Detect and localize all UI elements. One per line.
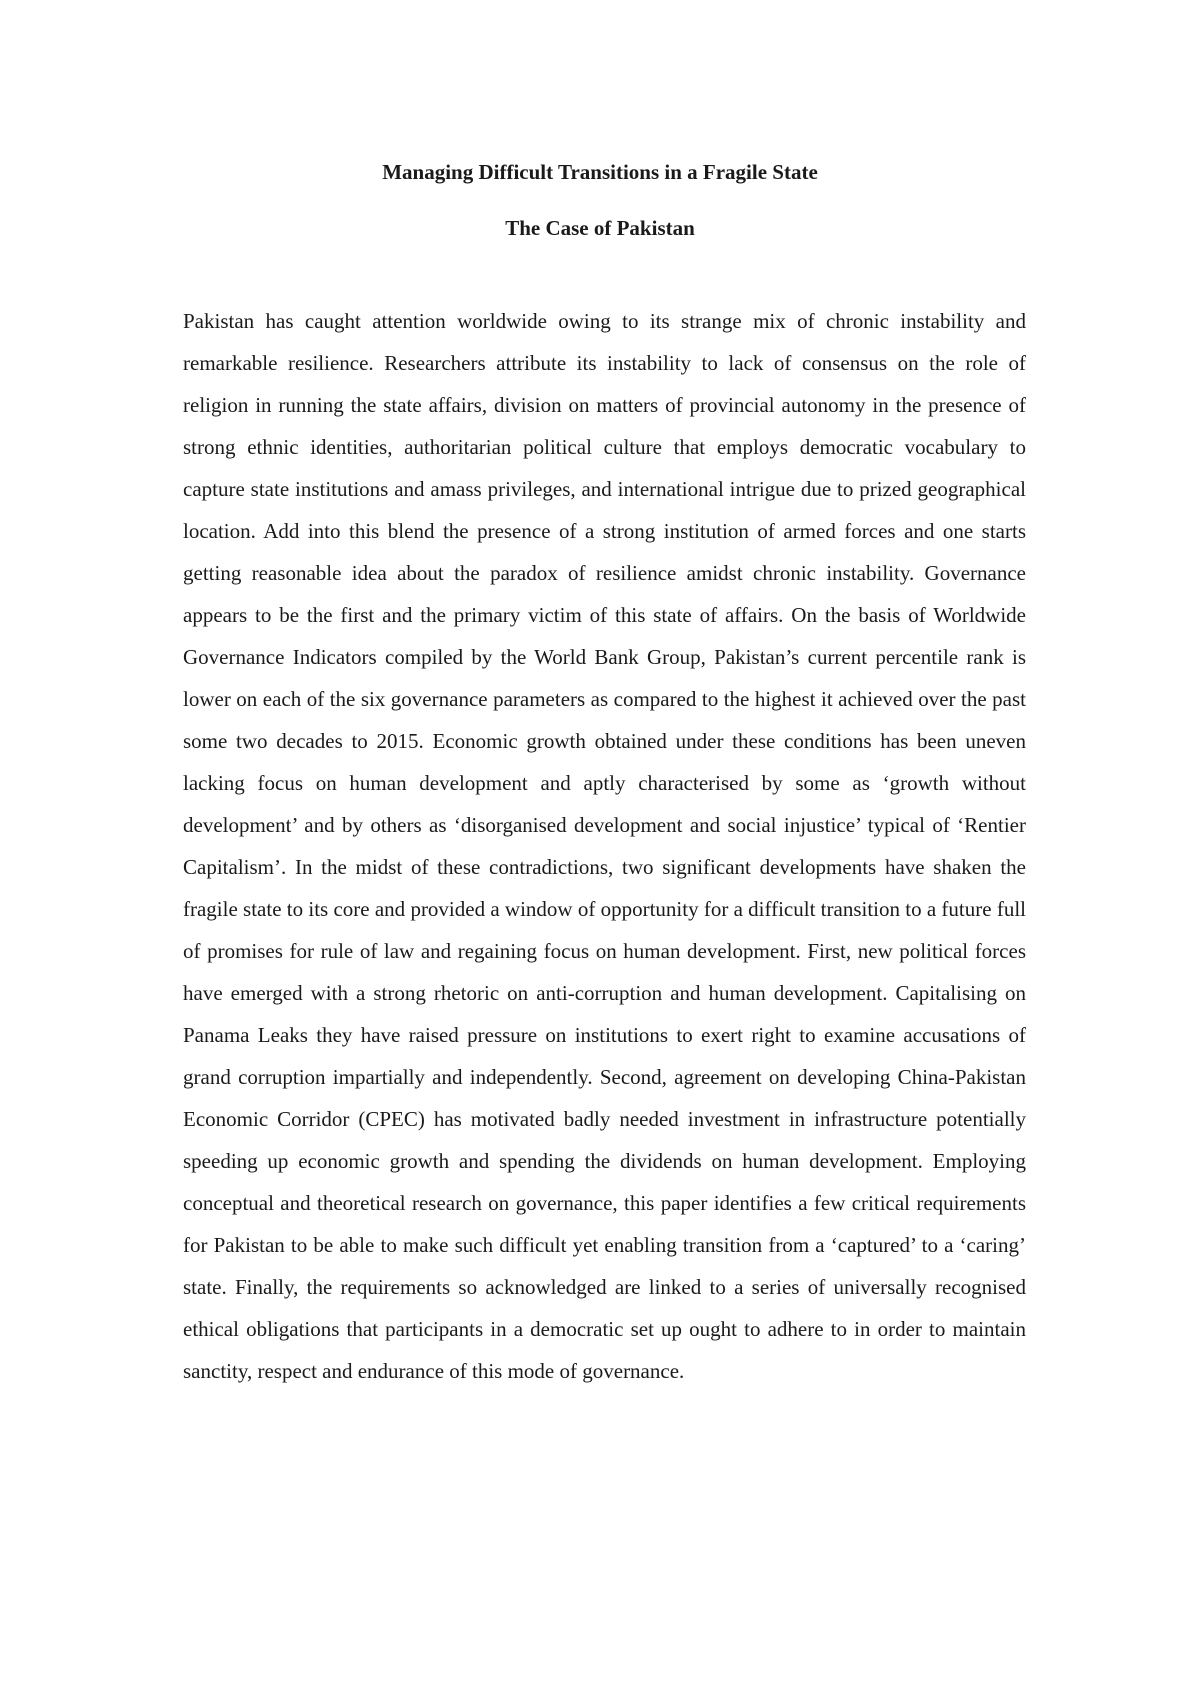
document-subtitle: The Case of Pakistan <box>505 216 695 240</box>
abstract-paragraph: Pakistan has caught attention worldwide owing to its strange mix of chronic instability and remarkable resilience. Researchers attribute its instability to lack of consensus on the role of religion in running the state affairs, division on matters of provincial autonomy in the presence of strong ethnic identities, authoritarian political culture that employs democratic vocabulary to capture state institutions and amass privileges, and international intrigue due to prized geographical location. Add into this blend the presence of a strong institution of armed forces and one starts getting reasonable idea about the paradox of resilience amidst chronic instability. Governance appears to be the first and the primary victim of this state of affairs. On the basis of Worldwide Governance Indicators compiled by the World Bank Group, Pakistan’s current percentile rank is lower on each of the six governance parameters as compared to the highest it achieved over the past some two decades to 2015. Economic growth obtained under these conditions has been uneven lacking focus on human development and aptly characterised by some as ‘growth without development’ and by others as ‘disorganised development and social injustice’ typical of ‘Rentier Capitalism’. In the midst of these contradictions, two significant developments have shaken the fragile state to its core and provided a window of opportunity for a difficult transition to a future full of promises for rule of law and regaining focus on human development. First, new political forces have emerged with a strong rhetoric on anti-corruption and human development. Capitalising on Panama Leaks they have raised pressure on institutions to exert right to examine accusations of grand corruption impartially and independently. Second, agreement on developing China-Pakistan Economic Corridor (CPEC) has motivated badly needed investment in infrastructure potentially speeding up economic growth and spending the dividends on human development. Employing conceptual and theoretical research on governance, this paper identifies a few critical requirements for Pakistan to be able to make such difficult yet enabling transition from a ‘captured’ to a ‘caring’ state. Finally, the requirements so acknowledged are linked to a series of universally recognised ethical obligations that participants in a democratic set up ought to adhere to in order to maintain sanctity, respect and endurance of this mode of governance. <box>183 309 1026 1383</box>
document-title: Managing Difficult Transitions in a Fragile State <box>382 160 818 184</box>
